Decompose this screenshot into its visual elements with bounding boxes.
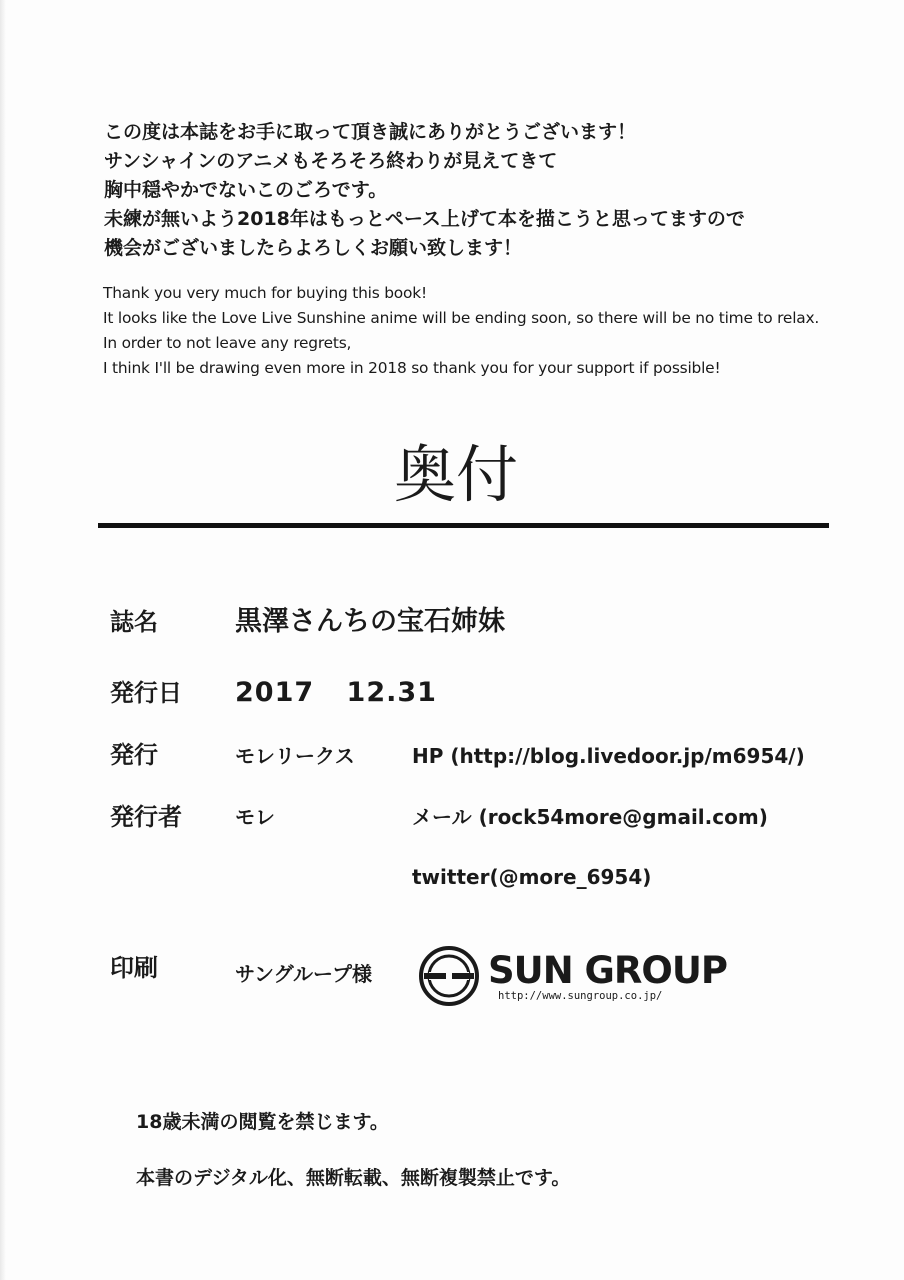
jp-message-line: サンシャインのアニメもそろそろ終わりが見えてきて — [104, 150, 558, 172]
heading-divider — [98, 523, 829, 528]
sun-group-emblem-icon — [418, 945, 480, 1007]
author-label: 発行者 — [110, 803, 182, 831]
en-message-line: In order to not leave any regrets, — [103, 334, 352, 352]
copyright-notice: 本書のデジタル化、無断転載、無断複製禁止です。 — [136, 1167, 571, 1189]
book-title: 黒澤さんちの宝石姉妹 — [235, 606, 505, 637]
en-message-line: I think I'll be drawing even more in 2018 so thank you for your support if possible! — [103, 359, 721, 377]
sun-group-logo — [418, 943, 738, 1009]
colophon-heading: 奥付 — [393, 438, 518, 511]
email-contact[interactable]: メール (rock54more@gmail.com) — [412, 805, 768, 829]
date-label: 発行日 — [110, 679, 182, 707]
sun-group-wordmark: SUN GROUP — [488, 949, 728, 992]
publisher-label: 発行 — [110, 741, 158, 769]
japanese-message — [104, 118, 824, 263]
jp-message-line: 機会がございましたらよろしくお願い致します！ — [104, 237, 523, 259]
publish-date: 2017 12.31 — [235, 677, 437, 708]
age-restriction-notice: 18歳未満の閲覧を禁じます。 — [136, 1111, 389, 1133]
printer-label: 印刷 — [110, 954, 158, 982]
english-message — [103, 281, 833, 381]
jp-message-line: 未練が無いよう2018年はもっとペース上げて本を描こうと思ってますので — [104, 208, 745, 230]
homepage-link[interactable]: HP (http://blog.livedoor.jp/m6954/) — [412, 744, 805, 768]
publisher-name: モレリークス — [235, 744, 355, 768]
twitter-contact[interactable]: twitter(@more_6954) — [412, 865, 652, 889]
jp-message-line: この度は本誌をお手に取って頂き誠にありがとうございます！ — [104, 121, 637, 143]
printer-name: サングループ様 — [235, 962, 372, 986]
en-message-line: Thank you very much for buying this book! — [103, 284, 427, 302]
page-edge-shadow — [0, 0, 6, 1280]
title-label: 誌名 — [110, 608, 158, 636]
sun-group-url[interactable]: http://www.sungroup.co.jp/ — [498, 990, 663, 1002]
jp-message-line: 胸中穏やかでないこのごろです。 — [104, 179, 388, 201]
en-message-line: It looks like the Love Live Sunshine anime will be ending soon, so there will be no time to relax. — [103, 309, 820, 327]
author-name: モレ — [235, 805, 275, 829]
